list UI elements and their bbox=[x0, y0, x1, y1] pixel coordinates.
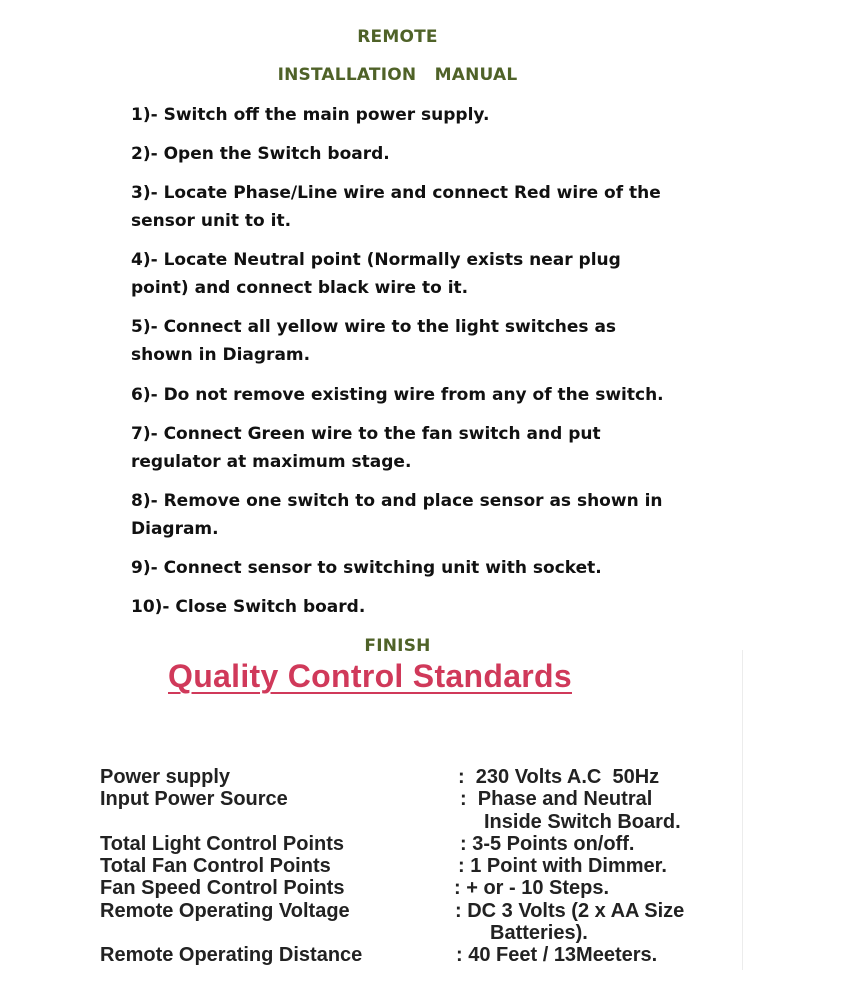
step-line-continued: sensor unit to it. bbox=[131, 211, 292, 231]
step-line: 4)- Locate Neutral point (Normally exists near plug bbox=[131, 250, 621, 270]
step-item bbox=[131, 554, 671, 582]
spec-label: Fan Speed Control Points bbox=[100, 877, 345, 899]
step-item bbox=[131, 140, 671, 168]
step-item bbox=[131, 381, 671, 409]
spec-value: : 1 Point with Dimmer. bbox=[458, 855, 667, 877]
step-line: 3)- Locate Phase/Line wire and connect Red wire of the bbox=[131, 183, 661, 203]
step-item bbox=[131, 179, 671, 235]
spec-label: Total Fan Control Points bbox=[100, 855, 331, 877]
finish-label: FINISH bbox=[364, 636, 431, 656]
spec-value: : 40 Feet / 13Meeters. bbox=[456, 944, 658, 966]
edge-divider bbox=[742, 650, 743, 970]
spec-value: : Phase and Neutral bbox=[460, 788, 653, 810]
step-line: 10)- Close Switch board. bbox=[131, 597, 366, 617]
spec-value: : + or - 10 Steps. bbox=[454, 877, 610, 899]
spec-label: Remote Operating Voltage bbox=[100, 900, 350, 922]
spec-value: : DC 3 Volts (2 x AA Size bbox=[455, 900, 685, 922]
manual-subtitle: INSTALLATION MANUAL bbox=[277, 65, 518, 85]
spec-label: Total Light Control Points bbox=[100, 833, 345, 855]
step-item bbox=[131, 313, 671, 369]
step-item bbox=[131, 101, 671, 129]
step-line-continued: Diagram. bbox=[131, 519, 219, 539]
step-line: 6)- Do not remove existing wire from any of the switch. bbox=[131, 385, 664, 405]
step-line: 9)- Connect sensor to switching unit with socket. bbox=[131, 558, 602, 578]
step-item bbox=[131, 246, 671, 302]
step-line: 5)- Connect all yellow wire to the light switches as bbox=[131, 317, 617, 337]
quality-title: Quality Control Standards bbox=[168, 658, 572, 694]
spec-value-continued: Inside Switch Board. bbox=[484, 811, 681, 833]
spec-label: Power supply bbox=[100, 766, 231, 788]
step-item bbox=[131, 487, 671, 543]
step-line: 8)- Remove one switch to and place sensor as shown in bbox=[131, 491, 663, 511]
step-line: 7)- Connect Green wire to the fan switch and put bbox=[131, 424, 601, 444]
step-line: 1)- Switch off the main power supply. bbox=[131, 105, 490, 125]
step-line-continued: point) and connect black wire to it. bbox=[131, 278, 469, 298]
spec-label: Remote Operating Distance bbox=[100, 944, 363, 966]
spec-label: Input Power Source bbox=[100, 788, 288, 810]
spec-value: : 3-5 Points on/off. bbox=[460, 833, 635, 855]
manual-title: REMOTE bbox=[357, 27, 438, 47]
step-line-continued: regulator at maximum stage. bbox=[131, 452, 412, 472]
step-line-continued: shown in Diagram. bbox=[131, 345, 311, 365]
step-item bbox=[131, 420, 671, 476]
step-item bbox=[131, 593, 671, 621]
step-line: 2)- Open the Switch board. bbox=[131, 144, 390, 164]
spec-value-continued: Batteries). bbox=[490, 922, 588, 944]
spec-value: : 230 Volts A.C 50Hz bbox=[458, 766, 660, 788]
